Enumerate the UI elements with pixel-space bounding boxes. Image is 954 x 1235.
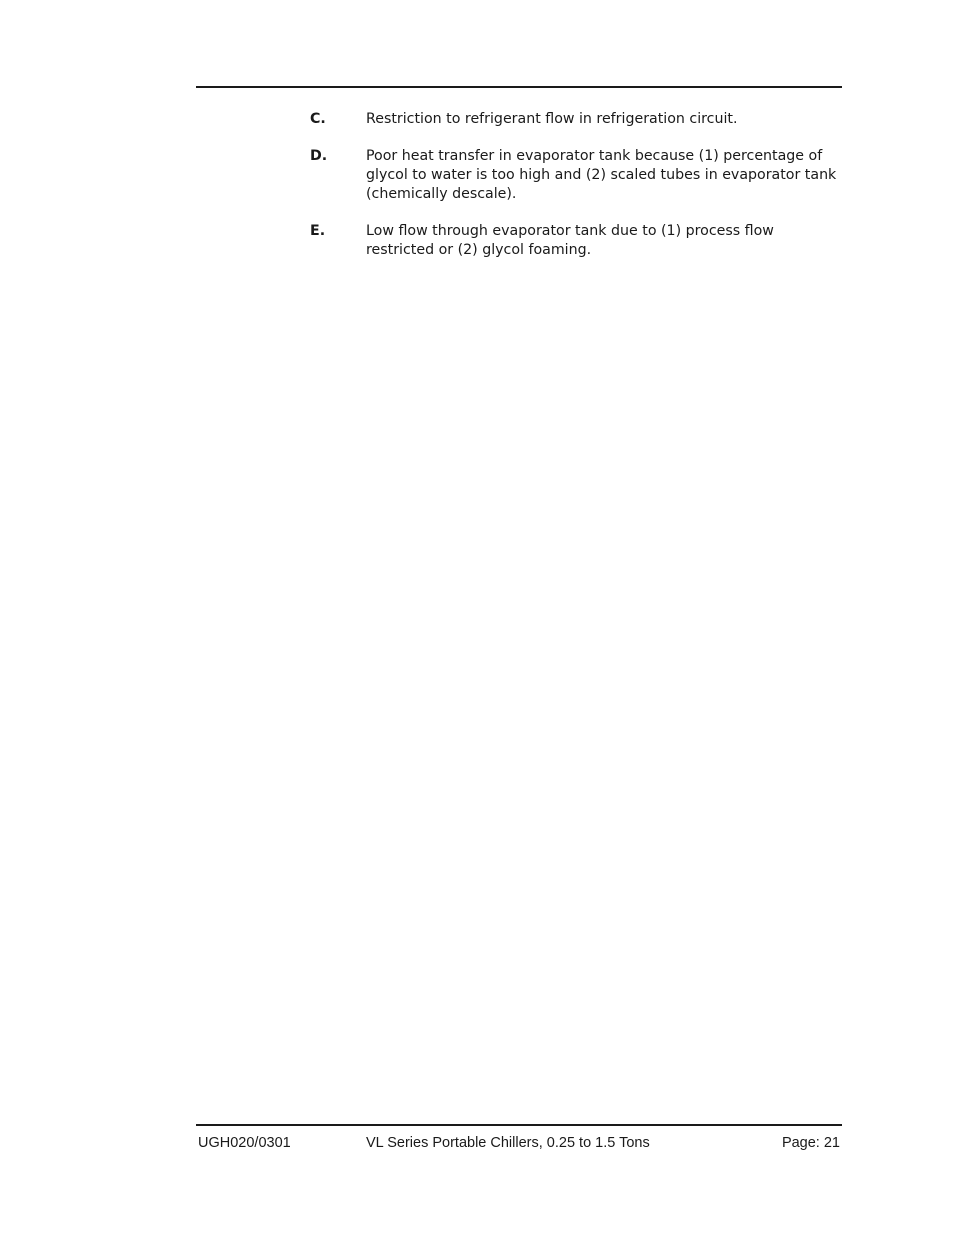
footer-doc-number: UGH020/0301 bbox=[198, 1135, 291, 1151]
troubleshooting-list bbox=[310, 110, 844, 278]
list-item-letter: E. bbox=[310, 223, 326, 239]
list-item-letter: D. bbox=[310, 148, 328, 164]
list-item-text: Low flow through evaporator tank due to (1) process flow restricted or (2) glycol foaming. bbox=[366, 223, 774, 258]
list-item-text: Poor heat transfer in evaporator tank because (1) percentage of glycol to water is too high and (2) scaled tubes in evaporator tank (chemically descale). bbox=[366, 148, 837, 202]
header-rule bbox=[196, 86, 842, 88]
list-item bbox=[310, 147, 844, 204]
list-item-text: Restriction to refrigerant flow in refrigeration circuit. bbox=[366, 111, 738, 127]
footer-title: VL Series Portable Chillers, 0.25 to 1.5 Tons bbox=[366, 1135, 650, 1151]
list-item bbox=[310, 110, 844, 129]
footer-rule bbox=[196, 1124, 842, 1126]
list-item bbox=[310, 222, 844, 260]
footer-page-number: Page: 21 bbox=[781, 1135, 840, 1151]
list-item-letter: C. bbox=[310, 111, 326, 127]
